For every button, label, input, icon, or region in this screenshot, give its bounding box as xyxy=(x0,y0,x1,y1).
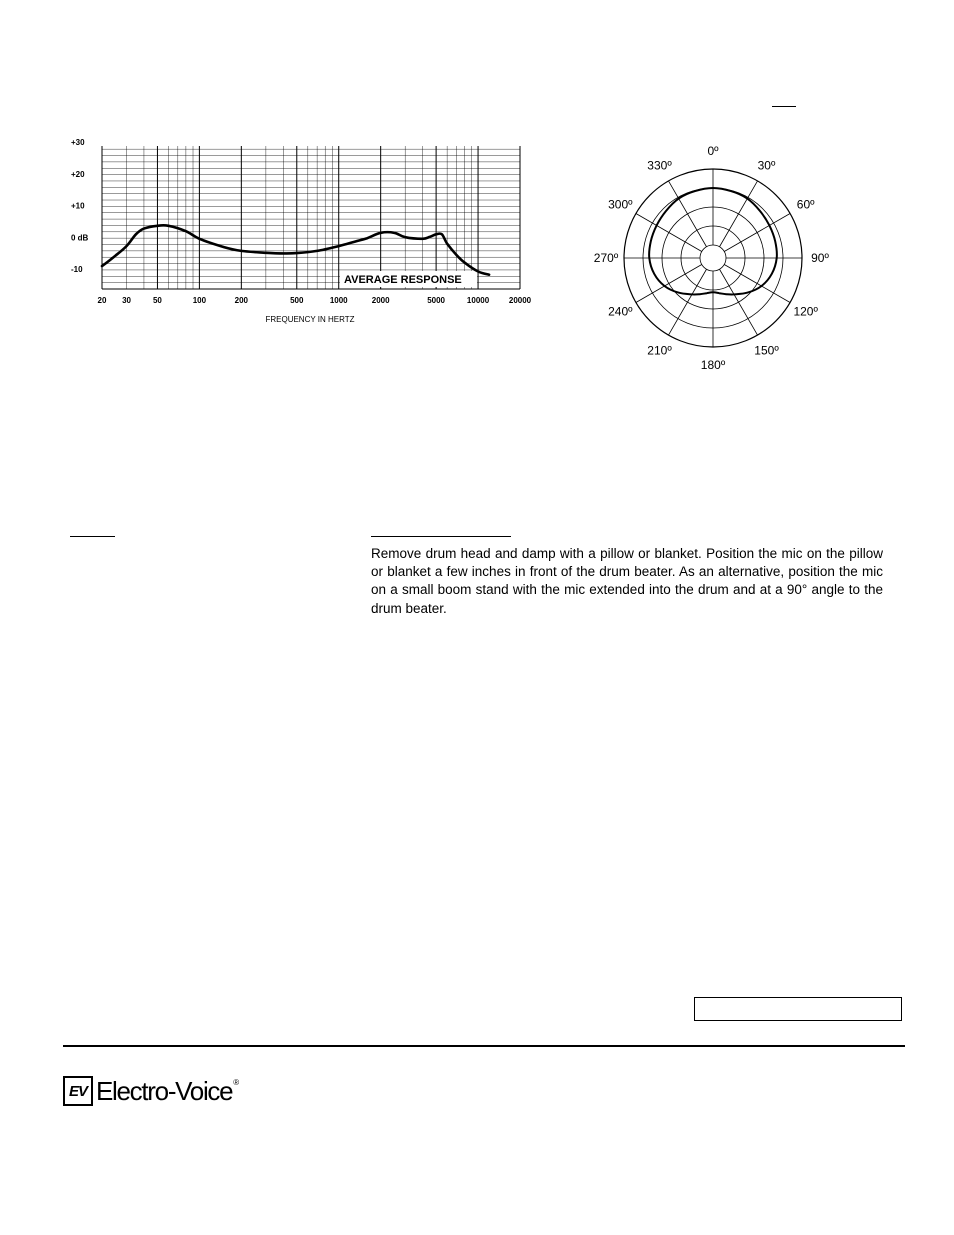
y-tick-label: +20 xyxy=(71,169,85,179)
x-tick-label: 20 xyxy=(97,296,107,305)
polar-pattern-chart xyxy=(576,133,851,383)
frequency-response-chart xyxy=(64,133,538,330)
frequency-x-ticks xyxy=(98,296,532,305)
x-tick-label: 5000 xyxy=(427,296,446,305)
polar-angle-label: 240º xyxy=(608,304,633,319)
frequency-grid xyxy=(102,146,520,289)
polar-angle-label: 180º xyxy=(700,358,726,372)
polar-angle-label: 30º xyxy=(757,158,776,173)
logo-registered-mark: ® xyxy=(233,1078,238,1087)
polar-angle-label: 150º xyxy=(754,343,779,358)
polar-angle-label: 330º xyxy=(647,158,672,173)
logo-wordmark xyxy=(96,1076,238,1106)
electro-voice-logo xyxy=(63,1074,238,1108)
y-tick-label: +30 xyxy=(71,138,85,147)
polar-spoke xyxy=(669,269,707,335)
x-tick-label: 20000 xyxy=(508,296,532,305)
application-paragraph: Remove drum head and damp with a pillow or blanket. Position the mic on the pillow or blanket a few inches in front of the drum beater. As an alternative, position the mic on a small boom stand with the mic extended into the drum and at a 90° angle to the drum beater. xyxy=(371,546,883,616)
x-tick-label: 10000 xyxy=(466,296,490,305)
y-tick-label: -10 xyxy=(71,265,83,275)
frequency-x-axis-label: FREQUENCY IN HERTZ xyxy=(265,315,355,324)
polar-spoke xyxy=(669,181,707,247)
average-response-label: AVERAGE RESPONSE xyxy=(344,274,462,286)
polar-angle-label: 300º xyxy=(608,197,633,212)
footer-rule xyxy=(63,1045,905,1047)
polar-angle-label: 210º xyxy=(647,343,672,358)
polar-angle-label: 60º xyxy=(796,197,815,212)
polar-angle-label: 270º xyxy=(593,251,619,265)
x-tick-label: 100 xyxy=(192,296,207,305)
left-section-heading-rule xyxy=(70,536,115,537)
ev-logo-mark: EV xyxy=(63,1076,93,1106)
x-tick-label: 500 xyxy=(290,296,304,305)
polar-spoke xyxy=(720,181,758,247)
polar-spoke xyxy=(636,265,702,303)
polar-spoke xyxy=(724,214,790,252)
polar-heading-rule xyxy=(772,106,796,107)
x-tick-label: 200 xyxy=(234,296,249,305)
x-tick-label: 30 xyxy=(122,296,131,305)
polar-grid xyxy=(624,169,802,347)
polar-spoke xyxy=(720,269,758,335)
polar-spoke xyxy=(724,265,790,303)
empty-info-box xyxy=(694,997,902,1021)
frequency-y-ticks xyxy=(71,138,89,274)
x-tick-label: 50 xyxy=(152,296,162,305)
polar-angle-label: 90º xyxy=(811,251,829,265)
y-tick-label: +10 xyxy=(71,201,85,211)
logo-wordmark-text: Electro-Voice xyxy=(96,1076,233,1106)
polar-ring xyxy=(700,245,726,271)
polar-angle-label: 0º xyxy=(707,144,719,158)
polar-spoke xyxy=(636,214,702,252)
application-heading-rule xyxy=(371,536,511,537)
polar-angle-label: 120º xyxy=(793,304,818,319)
x-tick-label: 1000 xyxy=(329,296,348,305)
x-tick-label: 2000 xyxy=(371,296,390,305)
y-tick-label: 0 dB xyxy=(71,233,89,243)
frequency-response-curve xyxy=(102,225,489,274)
